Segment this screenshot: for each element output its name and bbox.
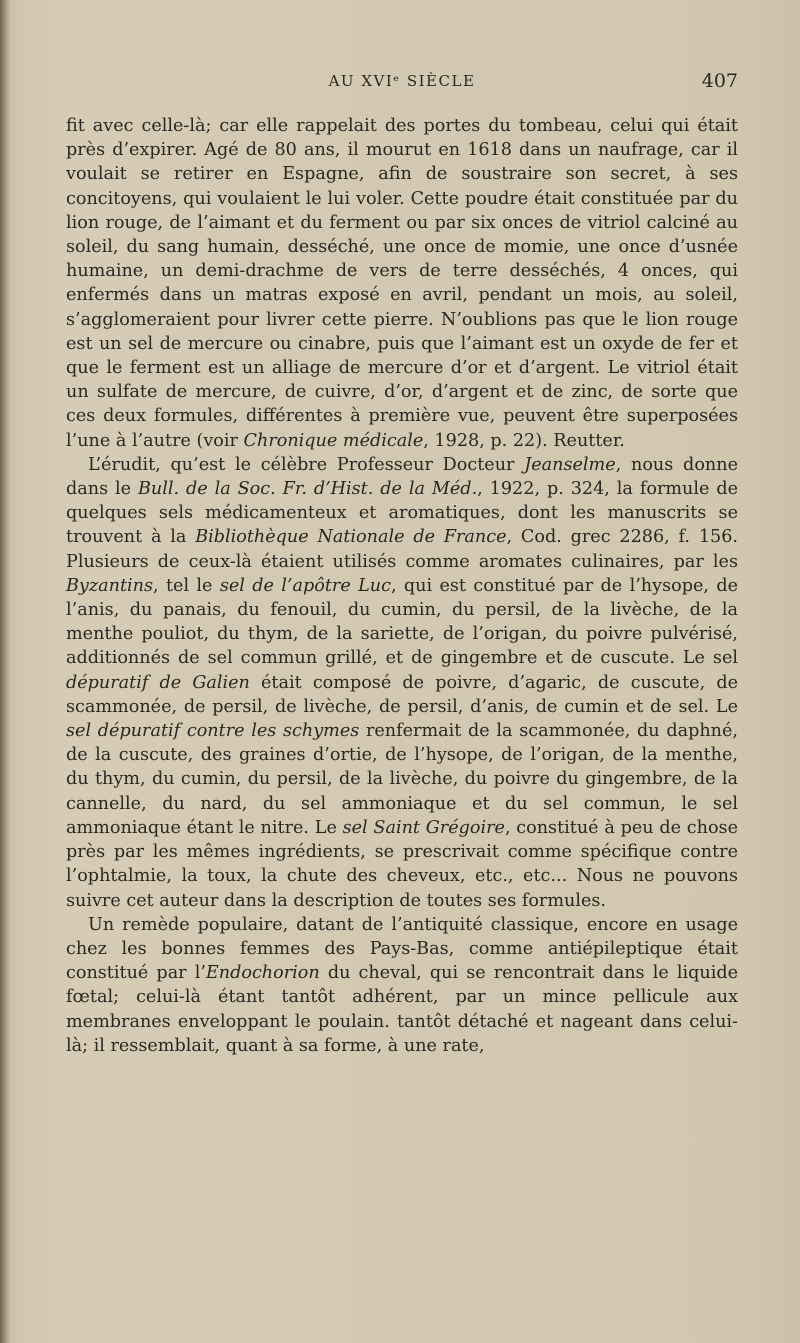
text-run: du cheval, qui se rencontrait dans le liquide fœtal; celui-là étant tantôt adhérent, par un mince pellicule aux membranes enveloppant le poulain. tantôt détaché et nageant dans celui-là; il ressemblait, quant à sa forme, à une rate,	[66, 963, 738, 1056]
italic-text: sel de l’apôtre Luc	[219, 575, 391, 596]
italic-text: Bibliothèque Nationale de France	[195, 527, 507, 548]
running-title: AU XVIᵉ SIÈCLE	[328, 72, 476, 90]
page-number: 407	[701, 70, 738, 92]
italic-text: sel Saint Grégoire	[342, 817, 505, 838]
italic-text: Chronique médicale	[243, 430, 424, 451]
paragraph	[66, 114, 738, 453]
text-run: , tel le	[153, 575, 220, 596]
text-run: L’érudit, qu’est le célèbre Professeur Docteur	[88, 454, 525, 475]
text-run: , Cod. grec 2286, f. 156. Plusieurs de ceux-là étaient utilisés comme aromates culinaires, par les	[66, 527, 739, 572]
text-run: renfermait de la scammonée, du daphné, de la cuscute, des graines d’ortie, de l’hysope, de l’origan, de la menthe, du thym, du cumin, du persil, de la livèche, du poivre du gingembre, de la cannelle, du nard, du sel ammoniaque et du sel commun, le sel ammoniaque étant le nitre. Le	[66, 721, 739, 838]
text-run: , qui est constitué par de l’hysope, de l’anis, du panais, du fenouil, du cumin, du persil, de la livèche, de la menthe pouliot, du thym, de la sariette, de l’origan, du poivre pulvérisé, additionnés de sel commun grillé, et de gingembre et de cuscute. Le sel	[66, 575, 738, 669]
text-run: était composé de poivre, d’agaric, de cuscute, de scammonée, de persil, de livèche, de persil, d’anis, de cumin et de sel. Le	[66, 672, 738, 717]
text-run: , 1928, p. 22). Reutter.	[423, 430, 625, 451]
text-run: , constitué à peu de chose près par les mêmes ingrédients, se prescrivait comme spécifique contre l’ophtalmie, la toux, la chute des cheveux, etc., etc... Nous ne pouvons suivre cet auteur dans la description de toutes ses formules.	[66, 817, 738, 911]
text-run: Un remède populaire, datant de l’antiquité classique, encore en usage chez les bonnes femmes des Pays-Bas, comme antiépileptique était constitué par l’	[66, 914, 738, 984]
italic-text: Bull. de la Soc. Fr. d’Hist. de la Méd.	[137, 479, 478, 500]
italic-text: sel dépuratif contre les schymes	[66, 721, 360, 742]
text-run: , nous donne dans le	[66, 454, 738, 500]
text-run: , 1922, p. 324, la formule de quelques sels médicamenteux et aromatiques, dont les manuscrits se trouvent à la	[66, 479, 738, 548]
paragraph	[66, 913, 738, 1058]
body-text	[66, 114, 738, 1058]
book-spine-shadow	[0, 0, 10, 1343]
text-run: fit avec celle-là; car elle rappelait des portes du tombeau, celui qui était près d’expirer. Agé de 80 ans, il mourut en 1618 dans un naufrage, car il voulait se retirer en Espagne, afin de soustraire son secret, à ses concitoyens, qui voulaient le lui voler. Cette poudre était constituée par du lion rouge, de l’aimant et du ferment ou par six onces de vitriol calciné au soleil, du sang humain, desséché, une once de momie, une once d’usnée humaine, un demi-drachme de vers de terre desséchés, 4 onces, qui enfermés dans un matras exposé en avril, pendant un mois, au soleil, s’agglomeraient pour livrer cette pierre. N’oublions pas que le lion rouge est un sel de mercure ou cinabre, puis que l’aimant est un oxyde de fer et que le ferment est un alliage de mercure d’or et d’argent. Le vitriol était un sulfate de mercure, de cuivre, d’or, d’argent et de zinc, de sorte que ces deux formules, différentes à première vue, peuvent être superposées l’une à l’autre (voir	[66, 116, 738, 451]
italic-text: Byzantins	[66, 575, 154, 596]
italic-text: Endochorion	[205, 963, 320, 984]
page-header	[66, 72, 738, 96]
paragraph	[66, 453, 738, 913]
italic-text: Jeanselme	[524, 454, 616, 475]
italic-text: dépuratif de Galien	[66, 672, 250, 693]
